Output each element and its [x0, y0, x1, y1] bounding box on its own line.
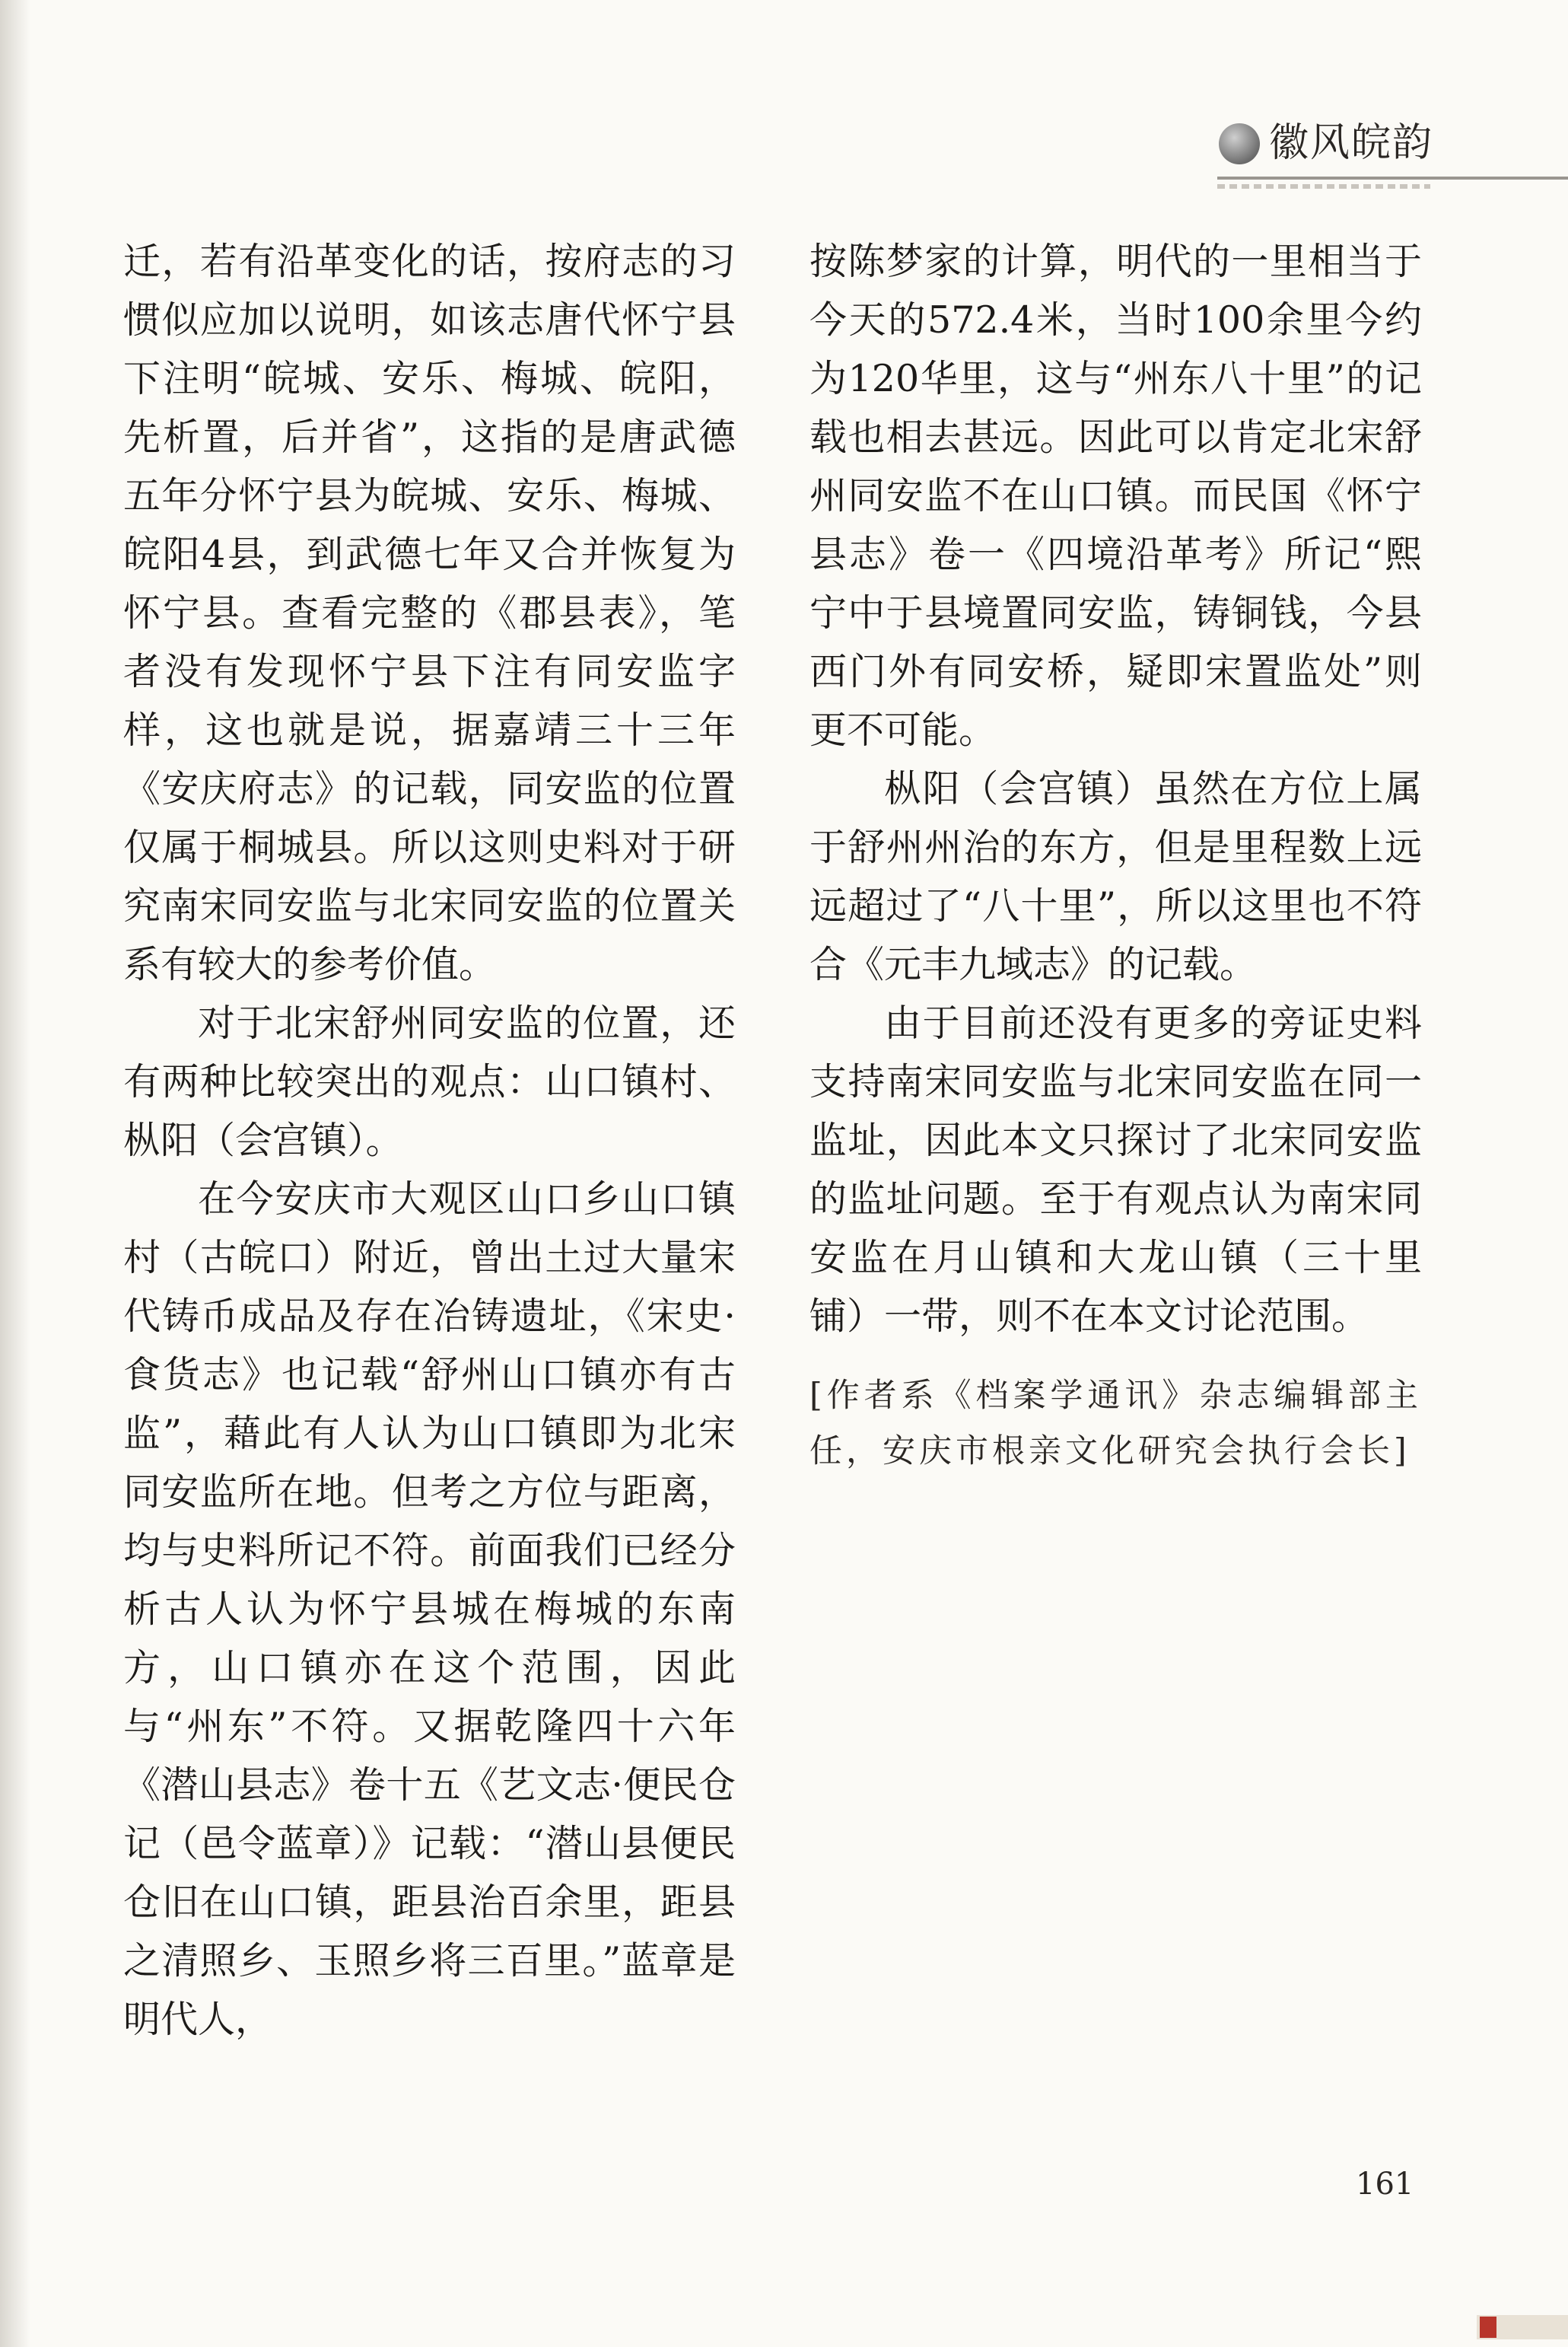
- header-rule: [1217, 177, 1568, 180]
- paragraph: 由于目前还没有更多的旁证史料支持南宋同安监与北宋同安监在同一监址，因此本文只探讨了北宋同安监的监址问题。至于有观点认为南宋同安监在月山镇和大龙山镇（三十里铺）一带，则不在本文讨论范围。: [809, 1002, 1422, 1338]
- page-number: 161: [1356, 2167, 1414, 2202]
- running-header: [1217, 107, 1568, 190]
- paragraph: 迁，若有沿革变化的话，按府志的习惯似应加以说明，如该志唐代怀宁县下注明“皖城、安乐、梅城、皖阳，先析置，后并省”，这指的是唐武德五年分怀宁县为皖城、安乐、梅城、皖阳4县，到武德七年又合并恢复为怀宁县。查看完整的《郡县表》，笔者没有发现怀宁县下注有同安监字样，这也就是说，据嘉靖三十三年《安庆府志》的记载，同安监的位置仅属于桐城县。所以这则史料对于研究南宋同安监与北宋同安监的位置关系有较大的参考价值。: [123, 240, 736, 986]
- watermark-logo: [1477, 2315, 1568, 2339]
- paragraph: 按陈梦家的计算，明代的一里相当于今天的572.4米，当时100余里今约为120华里，这与“州东八十里”的记载也相去甚远。因此可以肯定北宋舒州同安监不在山口镇。而民国《怀宁县志》卷一《四境沿革考》所记“熙宁中于县境置同安监，铸铜钱，今县西门外有同安桥，疑即宋置监处”则更不可能。: [809, 240, 1422, 752]
- seal-icon: [1480, 2317, 1496, 2338]
- paragraph: 在今安庆市大观区山口乡山口镇村（古皖口）附近，曾出土过大量宋代铸币成品及存在冶铸遗址，《宋史·食货志》也记载“舒州山口镇亦有古监”，藉此有人认为山口镇即为北宋同安监所在地。但考之方位与距离，均与史料所记不符。前面我们已经分析古人认为怀宁县城在梅城的东南方，山口镇亦在这个范围，因此与“州东”不符。又据乾隆四十六年《潜山县志》卷十五《艺文志·便民仓记（邑令蓝章）》记载：“潜山县便民仓旧在山口镇，距县治百余里，距县之清照乡、玉照乡将三百里。”蓝章是明代人，: [123, 1177, 736, 2041]
- left-column: [123, 232, 736, 2049]
- right-column: [809, 232, 1422, 1479]
- header-subrule: [1217, 184, 1430, 189]
- paragraph: 对于北宋舒州同安监的位置，还有两种比较突出的观点：山口镇村、枞阳（会宫镇）。: [123, 1002, 736, 1162]
- section-title: 徽风皖韵: [1269, 120, 1434, 166]
- paragraph: 枞阳（会宫镇）虽然在方位上属于舒州州治的东方，但是里程数上远远超过了“八十里”，所以这里也不符合《元丰九域志》的记载。: [809, 767, 1422, 986]
- author-note: [作者系《档案学通讯》杂志编辑部主任，安庆市根亲文化研究会执行会长]: [809, 1377, 1422, 1470]
- binding-shadow: [0, 0, 30, 2347]
- section-bullet-icon: [1219, 123, 1260, 164]
